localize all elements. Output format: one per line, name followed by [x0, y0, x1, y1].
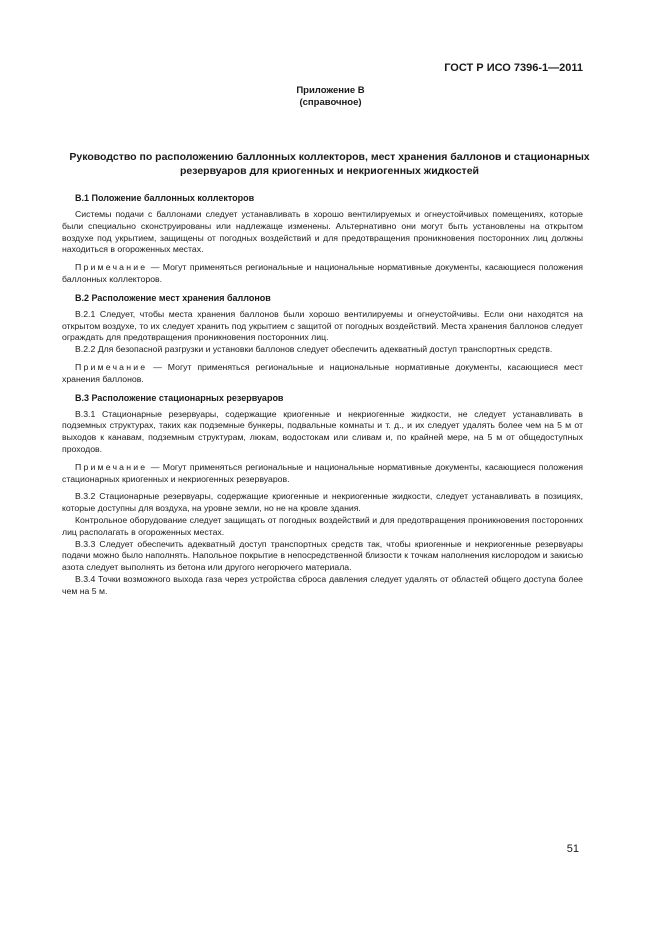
note-text: — Могут применяться региональные и национальные нормативные документы, касающиеся положения стационарных криогенных и некриогенных резервуаров.	[62, 461, 583, 484]
note-text: — Могут применяться региональные и национальные нормативные документы, касающиеся положения баллонных коллекторов.	[62, 262, 583, 284]
document-body	[62, 192, 583, 598]
paragraph-b2-1: В.2.1 Следует, чтобы места хранения баллонов были хорошо вентилируемы и огнеустойчивы. Если они находятся на открытом воздухе, то их следует хранить под укрытием с защитой от погодных воздействий. Места хранения баллонов следует ограждать для предотвращения проникновения посторонних лиц.	[62, 308, 583, 343]
note-label: Примечание	[75, 361, 148, 372]
paragraph-b2-2: В.2.2 Для безопасной разгрузки и установки баллонов следует обеспечить адекватный доступ транспортных средств.	[75, 344, 553, 355]
paragraph-b3-1: В.3.1 Стационарные резервуары, содержащие криогенные и некриогенные жидкости, не следует устанавливать в подземных структурах, таких как подземные бункеры, подвальные комнаты и т. д., и их следует удалять более чем на 5 м от выходов к канавам, подземным структурам, люкам, водостокам или сливам и, по крайней мере, на 5 м от общедоступных проходов.	[62, 408, 583, 454]
paragraph-b3-4: В.3.3 Следует обеспечить адекватный доступ транспортных средств так, чтобы криогенные и некриогенные резервуары подачи можно было наполнять. Напольное покрытие в непосредственной близости к точкам наполнения кислородом и закисью азота следует выполнять из бетона или другого негорючего материала.	[62, 538, 583, 573]
note-label: Примечание	[75, 262, 148, 273]
paragraph-b1: Системы подачи с баллонами следует устанавливать в хорошо вентилируемых и огнеустойчивых помещениях, которые были специально сконструированы или надлежаще изменены. Альтернативно они могут быть установлены на открытом воздухе под укрытием, защищены от погодных воздействий и для предотвращения проникновения посторонних лиц должны находиться в огороженных местах.	[62, 209, 583, 255]
page-number: 51	[566, 843, 579, 855]
note-b1	[62, 262, 583, 286]
standard-designation: ГОСТ Р ИСО 7396-1—2011	[444, 62, 583, 74]
note-b2	[62, 362, 583, 386]
section-heading-b2: В.2 Расположение мест хранения баллонов	[75, 292, 271, 303]
section-heading-b3: В.3 Расположение стационарных резервуаров	[75, 392, 284, 403]
document-title: Руководство по расположению баллонных коллекторов, мест хранения баллонов и стационарных резервуаров для криогенных и некриогенных жидкостей	[69, 151, 590, 177]
note-text: — Могут применяться региональные и национальные нормативные документы, касающиеся мест хранения баллонов.	[62, 361, 583, 384]
section-heading-b1: В.1 Положение баллонных коллекторов	[75, 193, 255, 203]
paragraph-b3-3: Контрольное оборудование следует защищать от погодных воздействий и для предотвращения проникновения посторонних лиц располагать в огороженных местах.	[62, 514, 583, 537]
note-label: Примечание	[75, 461, 148, 472]
paragraph-b3-5: В.3.4 Точки возможного выхода газа через устройства сброса давления следует удалять от областей общего доступа более чем на 5 м.	[62, 573, 583, 596]
note-b3	[62, 462, 583, 486]
annex-title: Приложение В	[296, 85, 365, 96]
annex-header	[0, 85, 661, 109]
paragraph-b3-2: В.3.2 Стационарные резервуары, содержащие криогенные и некриогенные жидкости, следует устанавливать в позициях, которые доступны для воздуха, на уровне земли, но не на кровле здания.	[62, 491, 583, 514]
annex-type: (справочное)	[299, 97, 362, 108]
